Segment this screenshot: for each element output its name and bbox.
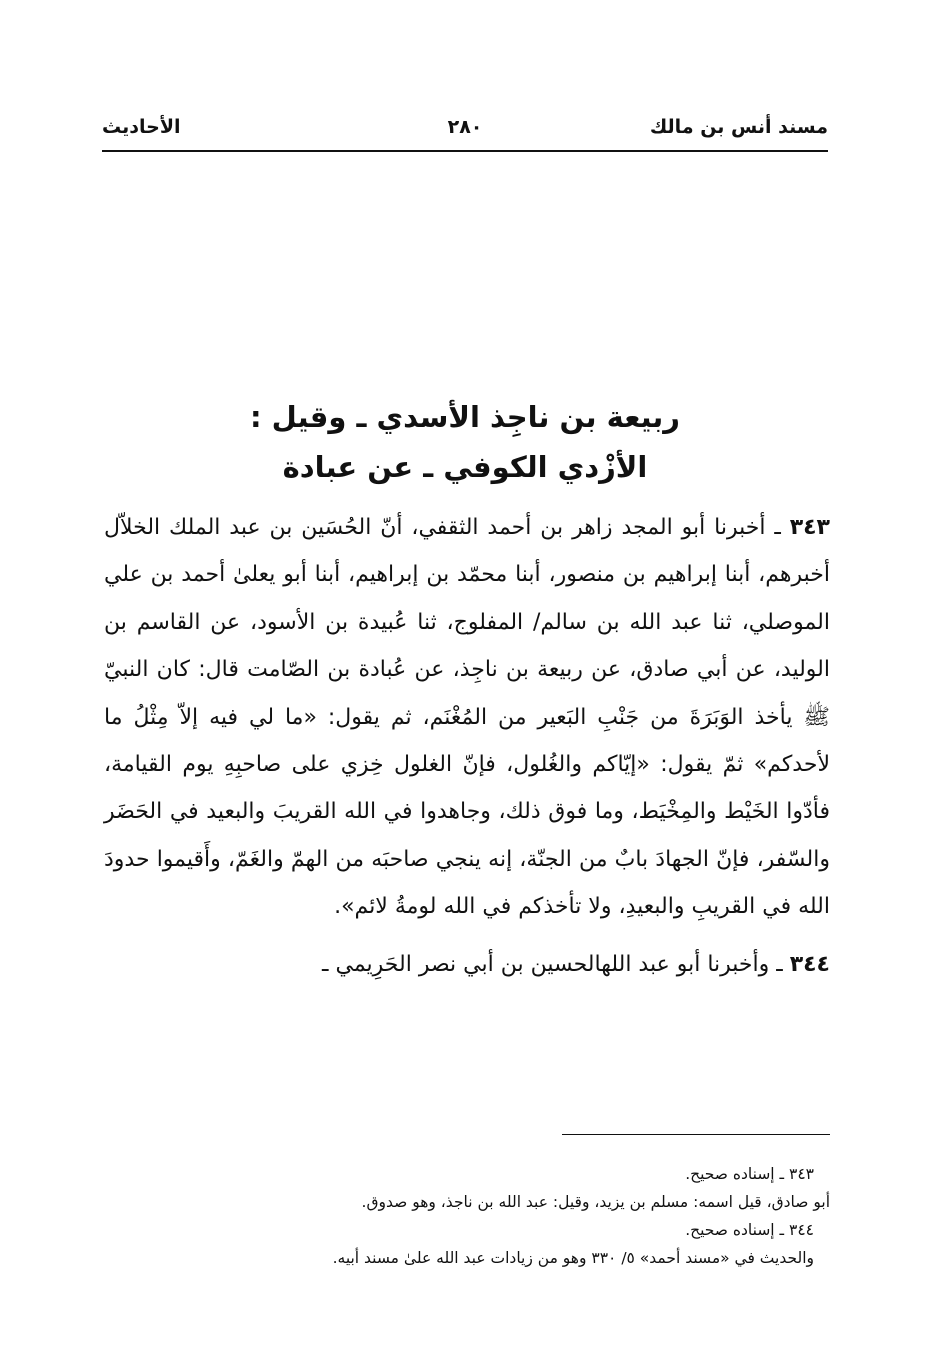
footnote: أبو صادق، قيل اسمه: مسلم بن يزيد، وقيل: عبد الله بن ناجذ، وهو صدوق.	[361, 1193, 830, 1211]
hadith-number: ٣٤٣	[789, 515, 830, 540]
running-header	[102, 116, 828, 146]
footnote: والحديث في «مسند أحمد» ٥/ ٣٣٠ وهو من زيادات عبد الله علىٰ مسند أبيه.	[332, 1249, 814, 1267]
footnote: ٣٤٣ ـ إسناده صحيح.	[685, 1165, 814, 1183]
footnote: ٣٤٤ ـ إسناده صحيح.	[685, 1221, 814, 1239]
hadith-text: ـ وأخبرنا أبو عبد اللهالحسين بن أبي نصر الحَرِيمي ـ	[322, 951, 790, 977]
header-rule	[102, 150, 828, 152]
hadith-343	[104, 504, 830, 931]
chapter-title-line-1: ربيعة بن ناجِذ الأسدي ـ وقيل :	[249, 400, 680, 434]
footnotes	[104, 1160, 830, 1272]
footnote-rule	[562, 1134, 830, 1135]
page-number: ٢٨٠	[447, 116, 483, 138]
chapter-title-line-2: الأزْدي الكوفي ـ عن عبادة	[282, 450, 648, 484]
section-title: الأحاديث	[102, 116, 181, 138]
book-title: مسند أنس بن مالك	[649, 116, 828, 138]
hadith-text: ـ أخبرنا أبو المجد زاهر بن أحمد الثقفي، أنّ الحُسَين بن عبد الملك الخلاّل أخبرهم، أبنا إبراهيم بن منصور، أبنا محمّد بن إبراهيم، أبنا أبو يعلىٰ أحمد بن علي الموصلي، ثنا عبد الله بن سالم/ المفلوج، ثنا عُبيدة بن الأسود، عن القاسم بن الوليد، عن أبي صادق، عن ربيعة بن ناجِذ، عن عُبادة بن الصّامت قال: كان النبيّ ﷺ يأخذ الوَبَرَةَ من جَنْبِ البَعير من المُغْنَم، ثم يقول: «ما لي فيه إلاّ مِثْلُ ما لأحدكم» ثمّ يقول: «إيّاكم والغُلول، فإنّ الغلول خِزي على صاحبِهِ يوم القيامة، فأدّوا الخَيْط والمِخْيَط، وما فوق ذلك، وجاهدوا في الله القريبَ والبعيد في الحَضَر والسّفر، فإنّ الجهادَ بابٌ من الجنّة، إنه ينجي صاحبَه من الهمّ والغَمّ، وأَقيموا حدودَ الله في القريبِ والبعيدِ، ولا تأخذكم في الله لومةُ لائم».	[104, 515, 830, 920]
main-text	[104, 504, 830, 988]
chapter-title	[102, 392, 828, 492]
hadith-number: ٣٤٤	[789, 951, 830, 977]
hadith-344	[104, 941, 830, 988]
